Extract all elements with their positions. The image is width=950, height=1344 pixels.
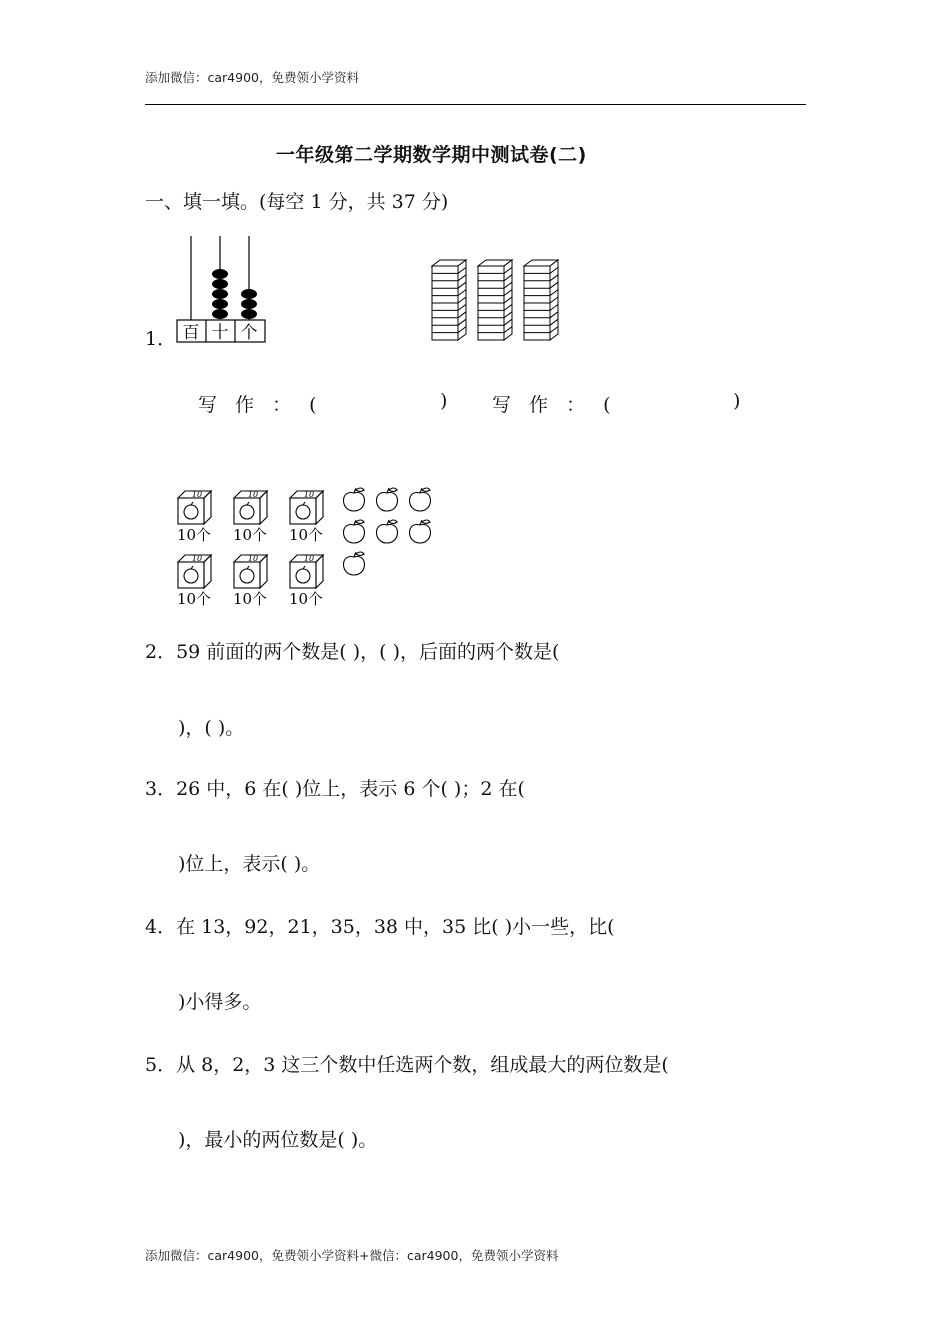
write-answer-1: [198, 390, 323, 417]
ten-cube-column: [432, 260, 466, 340]
question-5-line-2: )，最小的两位数是( )。: [178, 1129, 378, 1151]
box-count-label: 10个: [176, 526, 212, 544]
abacus-bead: [241, 309, 257, 319]
abacus-figure: [174, 234, 269, 346]
box-label: 10: [247, 554, 259, 563]
header-rule: [145, 104, 806, 105]
ten-cube-columns: [428, 258, 562, 344]
question-4-line-2: )小得多。: [178, 991, 262, 1013]
write-label-1: 写 作 ： (: [198, 394, 323, 416]
question-4-line-1: 4．在 13，92，21，35，38 中，35 比( )小一些，比(: [145, 916, 615, 938]
box-count-label: 10个: [288, 526, 324, 544]
question-2-line-2: )，( )。: [178, 717, 245, 739]
apple-box: [233, 490, 267, 544]
page-title: 一年级第二学期数学期中测试卷(二): [276, 144, 587, 166]
abacus-bead: [241, 299, 257, 309]
apple-box: [289, 554, 323, 608]
abacus-bead: [212, 289, 228, 299]
apple-icon: [410, 488, 431, 511]
abacus-bead: [212, 309, 228, 319]
write-answer-2: [492, 390, 617, 417]
box-label: 10: [191, 490, 203, 499]
box-count-label: 10个: [288, 590, 324, 608]
ten-cube-column: [478, 260, 512, 340]
box-label: 10: [303, 554, 315, 563]
apple-icon: [344, 552, 365, 575]
question-2-line-1: 2．59 前面的两个数是( )，( )，后面的两个数是(: [145, 641, 560, 663]
box-count-label: 10个: [232, 590, 268, 608]
abacus-bead: [212, 269, 228, 279]
question-5-line-1: 5．从 8，2，3 这三个数中任选两个数，组成最大的两位数是(: [145, 1054, 669, 1076]
question-3-line-2: )位上，表示( )。: [178, 853, 321, 875]
apple-box: [177, 490, 211, 544]
section-heading: 一、填一填。(每空 1 分，共 37 分): [145, 191, 449, 213]
abacus-bead: [212, 299, 228, 309]
apple-icon: [344, 488, 365, 511]
apple-icon: [377, 520, 398, 543]
apple-box: [289, 490, 323, 544]
box-label: 10: [303, 490, 315, 499]
abacus-bead: [212, 279, 228, 289]
abacus-label-hundreds: 百: [182, 323, 200, 343]
abacus-label-ones: 个: [240, 323, 258, 343]
apple-icon: [377, 488, 398, 511]
apple-boxes-figure: [170, 484, 440, 616]
write-answer-2-close: ): [733, 390, 741, 412]
abacus-label-tens: 十: [211, 323, 229, 343]
page-footer: 添加微信：car4900，免费领小学资料+微信：car4900，免费领小学资料: [145, 1248, 559, 1263]
box-label: 10: [247, 490, 259, 499]
box-count-label: 10个: [232, 526, 268, 544]
write-label-2: 写 作 ： (: [492, 394, 617, 416]
write-answer-1-close: ): [440, 390, 448, 412]
abacus-bead: [241, 289, 257, 299]
apple-box: [177, 554, 211, 608]
apple-box: [233, 554, 267, 608]
question-number-1: 1．: [145, 328, 177, 350]
box-count-label: 10个: [176, 590, 212, 608]
question-3-line-1: 3．26 中，6 在( )位上，表示 6 个( )；2 在(: [145, 778, 525, 800]
abacus-beads: [212, 269, 257, 319]
apple-icon: [344, 520, 365, 543]
page-header: 添加微信：car4900，免费领小学资料: [145, 70, 359, 85]
apple-icon: [410, 520, 431, 543]
ten-cube-column: [524, 260, 558, 340]
box-label: 10: [191, 554, 203, 563]
